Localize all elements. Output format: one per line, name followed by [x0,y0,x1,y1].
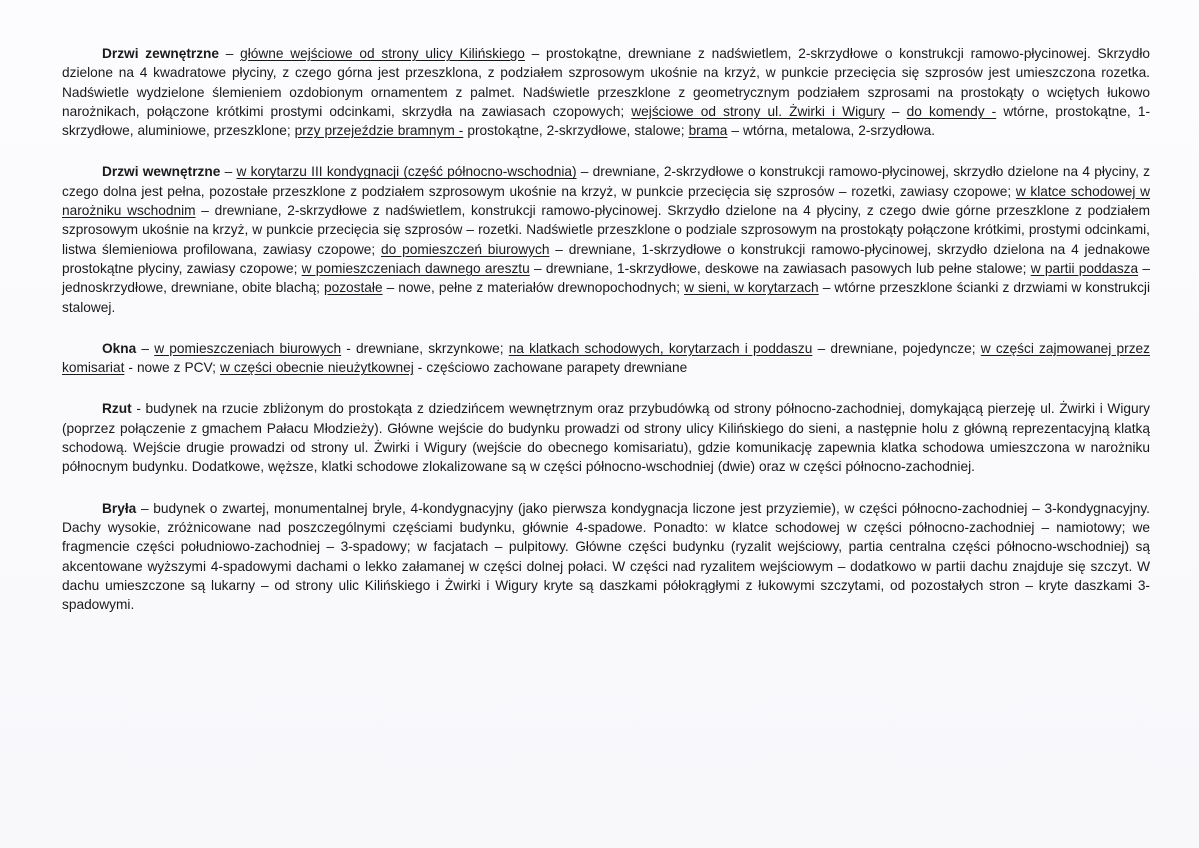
underlined-location: brama [688,123,728,139]
body-text: - budynek na rzucie zbliżonym do prostokąta z dziedzińcem wewnętrznym oraz przybudówką od strony północno-zachodniej, domykającą pierzeję ul. Żwirki i Wigury (poprzez połączenie z gmachem Pałacu Młodzieży). Główne wejście do budynku prowadzi od strony ulicy Kilińskiego do sieni, a następnie holu z główną reprezentacyjną klatką schodową. Wejście drugie prowadzi od strony ul. Żwirki i Wigury (wejście do obecnego komisariatu), gdzie komunikację zapewnia klatka schodowa umieszczona w narożniku północnym budynku. Dodatkowe, węższe, klatki schodowe zlokalizowane są w części północno-wschodniej (dwie) oraz w części północno-zachodniej. [62,401,1150,475]
body-text: – [219,46,241,61]
body-text: wtórne, prostokątne, 1-skrzydłowe, aluminiowe, przeszklone; [62,103,1151,139]
body-text: prostokątne, 2-skrzydłowe, stalowe; [463,123,689,139]
body-text: – jednoskrzydłowe, drewniane, obite blachą; [62,260,1151,296]
underlined-location: w klatce schodowej w narożniku wschodnim [62,183,1150,219]
underlined-location: w części obecnie nieużytkownej [219,360,414,376]
underlined-location: przy przejeździe bramnym - [294,123,464,139]
underlined-location: wejściowe od strony ul. Żwirki i Wigury [631,103,885,119]
body-text: – nowe, pełne z materiałów drewnopochodnych; [382,280,685,296]
body-text: – prostokątne, drewniane z nadświetlem, 2-skrzydłowe o konstrukcji ramowo-płycinowej. Skrzydło dzielone na 4 kwadratowe płyciny, z czego górna jest przeszklona, z podziałem szprosowym ukośnie na krzyż, w punkcie przecięcia się szprosów jest umieszczona rozetka. Nadświetle wydzielone ślemieniem ozdobionym ornamentem z palmet. Nadświetle przeszklone z geometrycznym podziałem szprosami na prostokąty o wciętych łukowo narożnikach, połączone krótkimi prostymi odcinkami, skrzydła na zawiasach czopowych; [62,46,1150,119]
document-body [62,44,1150,636]
section-heading: Drzwi zewnętrzne [102,46,220,61]
body-text: - drewniane, skrzynkowe; [341,340,509,356]
underlined-location: w sieni, w korytarzach [684,280,819,296]
section-heading: Drzwi wewnętrzne [102,164,221,180]
body-text: – drewniane, pojedyncze; [812,340,981,356]
paragraph-okna [62,339,1150,378]
underlined-location: w pomieszczeniach biurowych [154,340,342,356]
body-text: – drewniane, 1-skrzydłowe o konstrukcji ramowo-płycinowej, skrzydło dzielona na 4 jednakowe prostokątne płyciny, zawiasy czopowe; [62,241,1150,276]
paragraph-drzwi-wewnetrzne [62,162,1150,316]
underlined-location: w części zajmowanej przez komisariat [62,340,1150,376]
body-text: – [884,103,907,119]
underlined-location: główne wejściowe od strony ulicy Kilińskiego [240,46,525,61]
section-heading: Rzut [102,401,132,417]
underlined-location: na klatkach schodowych, korytarzach i poddaszu [508,340,813,356]
underlined-location: do komendy - [906,103,997,119]
body-text: – drewniane, 2-skrzydłowe o konstrukcji ramowo-płycinowej, skrzydło dzielone na 4 płyciny, z czego dolna jest pełna, pozostałe przeszklone z podziałem szprosowym ukośnie na krzyż, w punkcie przecięcia się szprosów – rozetki, zawiasy czopowe; [62,164,1150,199]
body-text: – [136,340,155,356]
underlined-location: pozostałe [323,280,383,296]
body-text: – drewniane, 1-skrzydłowe, deskowe na zawiasach pasowych lub pełne stalowe; [529,260,1031,276]
body-text: – wtórne przeszklone ścianki z drzwiami w konstrukcji stalowej. [62,280,1150,315]
body-text: – wtórna, metalowa, 2-srzydłowa. [727,123,936,139]
underlined-location: w korytarzu III kondygnacji (część północno-wschodnia) [236,164,577,180]
body-text: – drewniane, 2-skrzydłowe z nadświetlem, konstrukcji ramowo-płycinowej. Skrzydło dzielone na 4 płyciny, z czego dwie górne przeszklone z podziałem szprosowym ukośnie na krzyż, w punkcie przecięcia się szprosów – rozetki. Nadświetle przeszklone o podziale szprosowym na prostokąty połączone krótkimi, prostymi odcinkami, listwa ślemieniowa profilowana, zawiasy czopowe; [62,203,1150,257]
underlined-location: w pomieszczeniach dawnego aresztu [301,260,530,276]
paragraph-drzwi-zewnetrzne [62,44,1150,140]
section-heading: Okna [102,340,137,356]
body-text: - nowe z PCV; [124,360,220,376]
body-text: – [220,164,237,180]
paragraph-bryla [62,499,1150,615]
body-text: - częściowo zachowane parapety drewniane [413,360,688,376]
underlined-location: w partii poddasza [1030,260,1139,276]
body-text: – budynek o zwartej, monumentalnej bryle, 4-kondygnacyjny (jako pierwsza kondygnacja liczone jest przyziemie), w części północno-zachodniej – 3-kondygnacyjny. Dachy wysokie, zróżnicowane nad poszczególnymi częściami budynku, głównie 4-spadowe. Ponadto: w klatce schodowej w części północno-zachodniej – namiotowy; we fragmencie części południowo-zachodniej – 3-spadowy; w facjatach – pulpitowy. Główne części budynku (ryzalit wejściowy, partia centralna części północno-wschodniej) są akcentowane wyższymi 4-spadowymi dachami o lekko załamanej w części dolnej połaci. W części nad ryzalitem wejściowym – dodatkowo w partii dachu znajduje się szczyt. W dachu umieszczone są lukarny – od strony ulic Kilińskiego i Żwirki i Wigury kryte są daszkami półokrągłymi z łukowymi szczytami, od pozostałych stron – kryte daszkami 3-spadowymi. [62,500,1150,613]
paragraph-rzut [62,399,1150,476]
section-heading: Bryła [102,500,137,516]
underlined-location: do pomieszczeń biurowych [381,241,550,257]
